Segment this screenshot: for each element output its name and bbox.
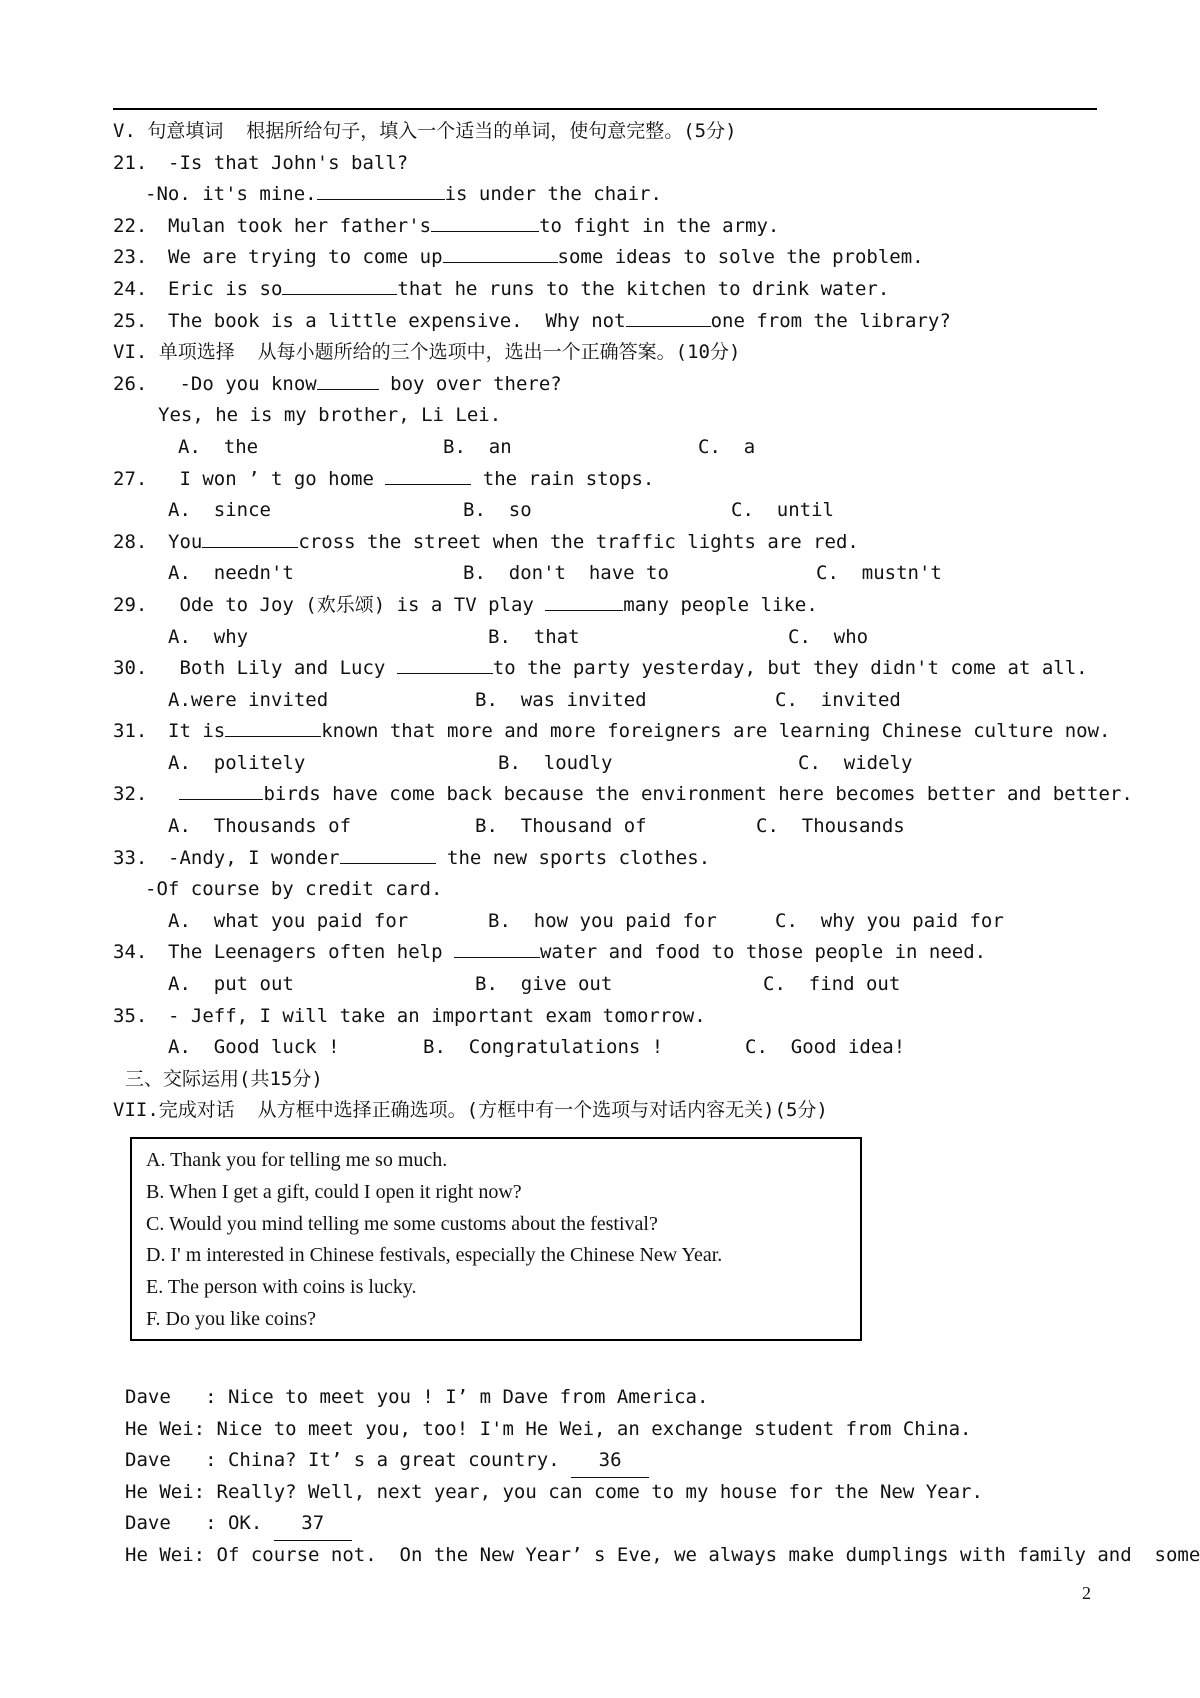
- answer-blank[interactable]: [202, 527, 298, 548]
- option-c[interactable]: C. who: [788, 625, 869, 648]
- header-rule: [113, 108, 1097, 110]
- q32-options: [113, 811, 1103, 843]
- option-c[interactable]: C. until: [731, 499, 834, 522]
- section6-heading: VI. 单项选择 从每小题所给的三个选项中，选出一个正确答案。(10分): [113, 341, 741, 364]
- q28: 28. You cross the street when the traffic lights are red.: [113, 527, 1103, 559]
- option-b[interactable]: B. how you paid for: [488, 909, 717, 932]
- q30: 30. Both Lily and Lucy to the party yesterday, but they didn't come at all.: [113, 653, 1103, 685]
- option-a[interactable]: A. Good luck !: [168, 1036, 340, 1059]
- answer-blank[interactable]: [626, 306, 711, 327]
- option-a[interactable]: A. politely: [168, 751, 306, 774]
- option-a[interactable]: A. the: [178, 435, 259, 458]
- q24: 24. Eric is so that he runs to the kitchen to drink water.: [113, 274, 1103, 306]
- option-b[interactable]: B. loudly: [498, 751, 613, 774]
- option-a[interactable]: A. put out: [168, 973, 294, 996]
- option-a[interactable]: A. needn't: [168, 562, 294, 585]
- q32: 32. birds have come back because the environment here becomes better and better.: [113, 779, 1103, 811]
- part3-heading: 三、交际运用(共15分): [125, 1067, 323, 1090]
- options-box: [130, 1137, 862, 1341]
- q34-options: [113, 969, 1103, 1001]
- q28-options: [113, 558, 1103, 590]
- option-a[interactable]: A.were invited: [168, 688, 329, 711]
- q26: 26. -Do you know boy over there?: [113, 369, 1103, 401]
- option-a[interactable]: A. what you paid for: [168, 909, 409, 932]
- option-a[interactable]: A. Thousands of: [168, 815, 352, 838]
- option-b[interactable]: B. Congratulations !: [423, 1036, 664, 1059]
- q33: 33. -Andy, I wonder the new sports clothes.: [113, 843, 1103, 875]
- answer-blank-37[interactable]: 37: [274, 1508, 352, 1541]
- box-option-c: C. Would you mind telling me some customs about the festival?: [146, 1212, 658, 1235]
- q23: 23. We are trying to come up some ideas to solve the problem.: [113, 242, 1103, 274]
- dialog-line: Dave : OK. 37: [125, 1508, 1105, 1540]
- q35: 35. - Jeff, I will take an important exam tomorrow.: [113, 1004, 706, 1027]
- q30-options: [113, 685, 1103, 717]
- section7-heading: VII.完成对话 从方框中选择正确选项。(方框中有一个选项与对话内容无关)(5分): [113, 1099, 828, 1122]
- option-c[interactable]: C. invited: [775, 688, 901, 711]
- q26-reply: Yes, he is my brother, Li Lei.: [158, 404, 502, 427]
- dialog-line: He Wei: Nice to meet you, too! I'm He Wei, an exchange student from China.: [125, 1417, 972, 1440]
- answer-blank[interactable]: [454, 937, 540, 958]
- dialog: [125, 1382, 1200, 1572]
- dialog-line: He Wei: Of course not. On the New Year’ s Eve, we always make dumplings with family and some: [125, 1543, 1200, 1566]
- q26-options: [113, 432, 1103, 464]
- q35-options: [113, 1032, 1103, 1064]
- option-b[interactable]: B. so: [463, 499, 532, 522]
- q31: 31. It is known that more and more foreigners are learning Chinese culture now.: [113, 716, 1103, 748]
- answer-blank[interactable]: [340, 843, 436, 864]
- option-b[interactable]: B. Thousand of: [475, 815, 647, 838]
- answer-blank[interactable]: [282, 274, 397, 295]
- option-b[interactable]: B. an: [443, 435, 512, 458]
- q27: 27. I won ’ t go home the rain stops.: [113, 464, 1103, 496]
- q22: 22. Mulan took her father's to fight in the army.: [113, 211, 1103, 243]
- option-b[interactable]: B. that: [488, 625, 580, 648]
- q29-options: [113, 622, 1103, 654]
- answer-blank[interactable]: [317, 369, 379, 390]
- answer-blank[interactable]: [225, 716, 321, 737]
- box-option-a: A. Thank you for telling me so much.: [146, 1149, 448, 1171]
- q34: 34. The Leenagers often help water and food to those people in need.: [113, 937, 1103, 969]
- dialog-line: Dave : Nice to meet you ! I’ m Dave from America.: [125, 1386, 709, 1408]
- option-a[interactable]: A. why: [168, 625, 249, 648]
- q33-options: [113, 906, 1103, 938]
- option-c[interactable]: C. a: [698, 435, 756, 458]
- option-c[interactable]: C. Thousands: [756, 815, 905, 838]
- exam-page: [113, 116, 1133, 1127]
- answer-blank[interactable]: [385, 464, 471, 485]
- answer-blank[interactable]: [317, 179, 445, 200]
- box-option-f: F. Do you like coins?: [146, 1307, 317, 1330]
- q33-reply: -Of course by credit card.: [145, 878, 443, 901]
- q21-line2: -No. it's mine. is under the chair.: [113, 179, 1103, 211]
- option-b[interactable]: B. don't have to: [463, 562, 669, 585]
- answer-blank[interactable]: [397, 653, 493, 674]
- section5-heading: V. 句意填词 根据所给句子，填入一个适当的单词，使句意完整。(5分): [113, 120, 737, 142]
- dialog-line: Dave : China? It’ s a great country. 36: [125, 1445, 1105, 1477]
- q21-line1: 21. -Is that John's ball?: [113, 151, 409, 174]
- page-number: 2: [1082, 1583, 1091, 1603]
- q29: 29. Ode to Joy (欢乐颂) is a TV play many people like.: [113, 590, 1103, 622]
- option-b[interactable]: B. give out: [475, 973, 613, 996]
- box-option-d: D. I' m interested in Chinese festivals, especially the Chinese New Year.: [146, 1244, 723, 1267]
- option-a[interactable]: A. since: [168, 499, 271, 522]
- dialog-line: He Wei: Really? Well, next year, you can come to my house for the New Year.: [125, 1480, 983, 1503]
- q25: 25. The book is a little expensive. Why not one from the library?: [113, 306, 1103, 338]
- option-c[interactable]: C. Good idea!: [745, 1036, 906, 1059]
- answer-blank[interactable]: [545, 590, 623, 611]
- option-b[interactable]: B. was invited: [475, 688, 647, 711]
- answer-blank[interactable]: [443, 242, 558, 263]
- box-option-b: B. When I get a gift, could I open it right now?: [146, 1180, 522, 1203]
- q27-options: [113, 495, 1103, 527]
- option-c[interactable]: C. why you paid for: [775, 909, 1004, 932]
- answer-blank[interactable]: [431, 211, 539, 232]
- option-c[interactable]: C. widely: [798, 751, 913, 774]
- box-option-e: E. The person with coins is lucky.: [146, 1276, 417, 1299]
- q31-options: [113, 748, 1103, 780]
- option-c[interactable]: C. find out: [763, 973, 901, 996]
- option-c[interactable]: C. mustn't: [816, 562, 942, 585]
- answer-blank-36[interactable]: 36: [571, 1445, 649, 1478]
